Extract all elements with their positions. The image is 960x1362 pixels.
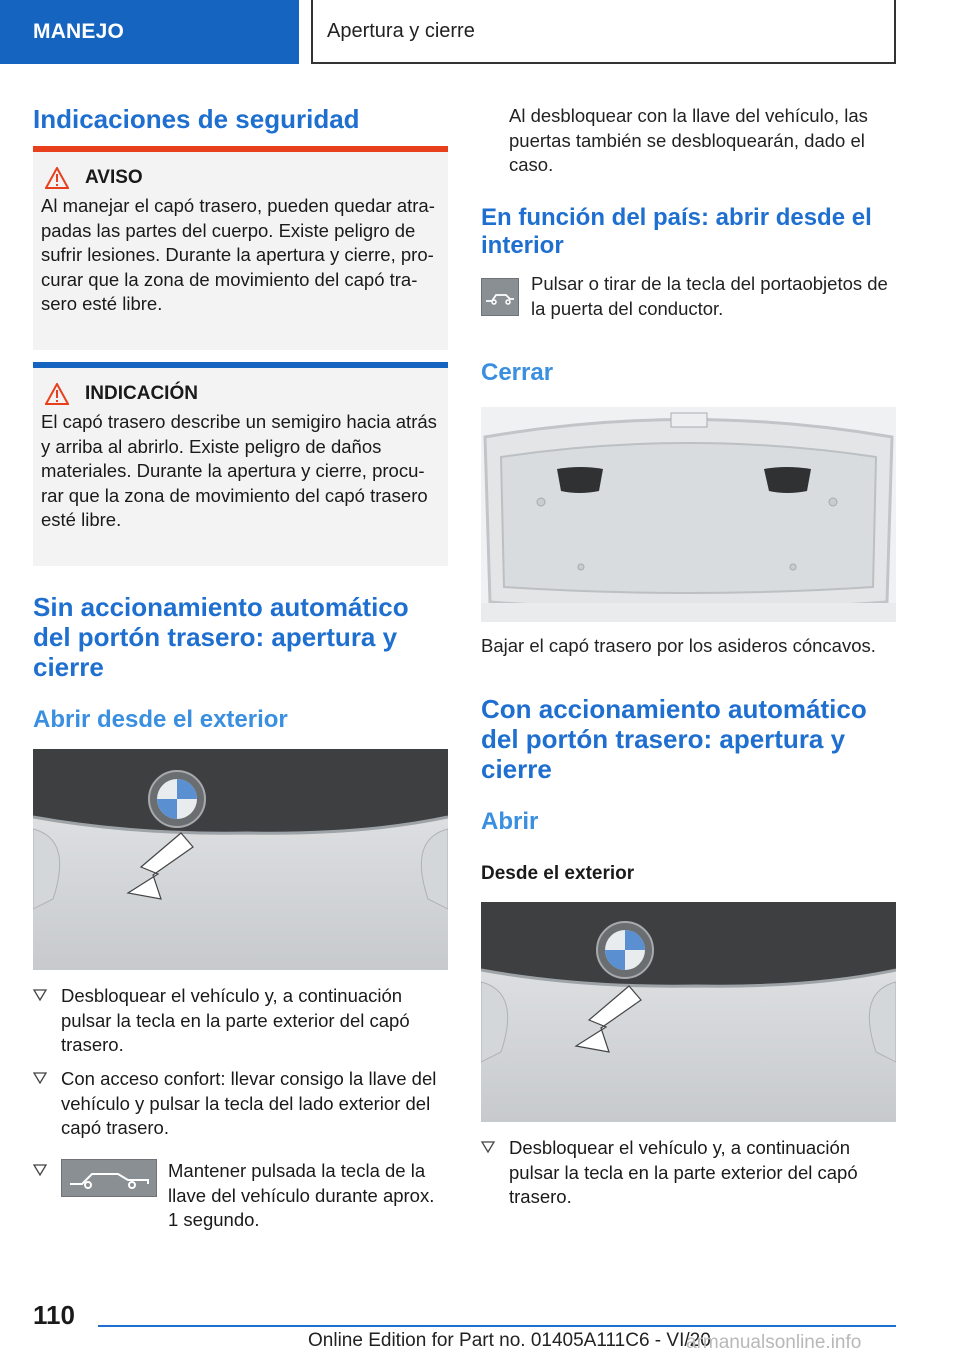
trunk-interior-photo — [481, 407, 896, 622]
heading-pais: En función del país: abrir desde el interior — [481, 204, 872, 259]
bullet-triangle-icon — [481, 1141, 495, 1153]
note-text: El capó trasero describe un semigiro hacia atrás y arriba al abrirlo. Existe peligro de daños materiales. Durante la apertura y cierre, procurar que la zona de movimiento del capó trasero esté libre. — [41, 411, 437, 530]
heading-con-accionamiento: Con accionamiento automático del portón trasero: apertura y cierre — [481, 694, 867, 784]
bullet-text-key: Mantener pulsada la tecla de la llave del vehículo durante aprox. 1 segundo. — [168, 1160, 435, 1230]
list-item: Desbloquear el vehículo y, a continuación pulsar la tecla en la parte exterior del capó trasero. — [33, 984, 448, 1058]
footer-edition: Online Edition for Part no. 01405A111C6 - VI/20 — [308, 1330, 711, 1351]
list-item: Con acceso confort: llevar consigo la llave del vehículo y pulsar la tecla del lado exterior del capó trasero. — [33, 1067, 448, 1141]
bullet-triangle-icon — [33, 1072, 47, 1084]
heading-safety: Indicaciones de seguridad — [33, 104, 360, 134]
car-trunk-button-icon — [481, 278, 519, 316]
list-item — [33, 1159, 448, 1233]
heading-abrir: Abrir — [481, 808, 539, 835]
page-number: 110 — [33, 1300, 75, 1330]
chapter-title: Apertura y cierre — [311, 0, 896, 64]
note-box — [33, 362, 448, 566]
bullet-triangle-icon — [33, 989, 47, 1001]
trunk-exterior-photo-2 — [481, 902, 896, 1122]
warning-triangle-icon — [45, 383, 69, 405]
car-trunk-key-icon — [61, 1159, 157, 1197]
heading-abrir-exterior: Abrir desde el exterior — [33, 706, 288, 733]
warning-text: Al manejar el capó trasero, pueden quedar atrapadas las partes del cuerpo. Existe peligro de sufrir lesiones. Durante la apertura y cierre, procurar que la zona de movimiento del capó trasero esté libre. — [41, 195, 435, 314]
heading-desde-exterior: Desde el exterior — [481, 863, 635, 884]
heading-cerrar: Cerrar — [481, 359, 554, 386]
watermark: armanualsonline.info — [686, 1332, 862, 1353]
paragraph-pais: Pulsar o tirar de la tecla del portaobjetos de la puerta del conductor. — [531, 273, 888, 319]
warning-title: AVISO — [85, 167, 143, 188]
trunk-exterior-photo — [33, 749, 448, 970]
section-tab: MANEJO — [0, 0, 299, 64]
heading-sin-accionamiento: Sin accionamiento automático del portón trasero: apertura y cierre — [33, 592, 409, 682]
warning-box — [33, 146, 448, 350]
note-title: INDICACIÓN — [85, 383, 198, 404]
footer-rule — [98, 1325, 896, 1327]
list-item: Desbloquear el vehículo y, a continuación pulsar la tecla en la parte exterior del capó trasero. — [481, 1136, 896, 1210]
paragraph-cerrar: Bajar el capó trasero por los asideros cóncavos. — [481, 635, 876, 656]
paragraph-llave: Al desbloquear con la llave del vehículo, las puertas también se desbloquearán, dado el caso. — [509, 105, 868, 175]
bullet-triangle-icon — [33, 1164, 47, 1176]
warning-triangle-icon — [45, 167, 69, 189]
